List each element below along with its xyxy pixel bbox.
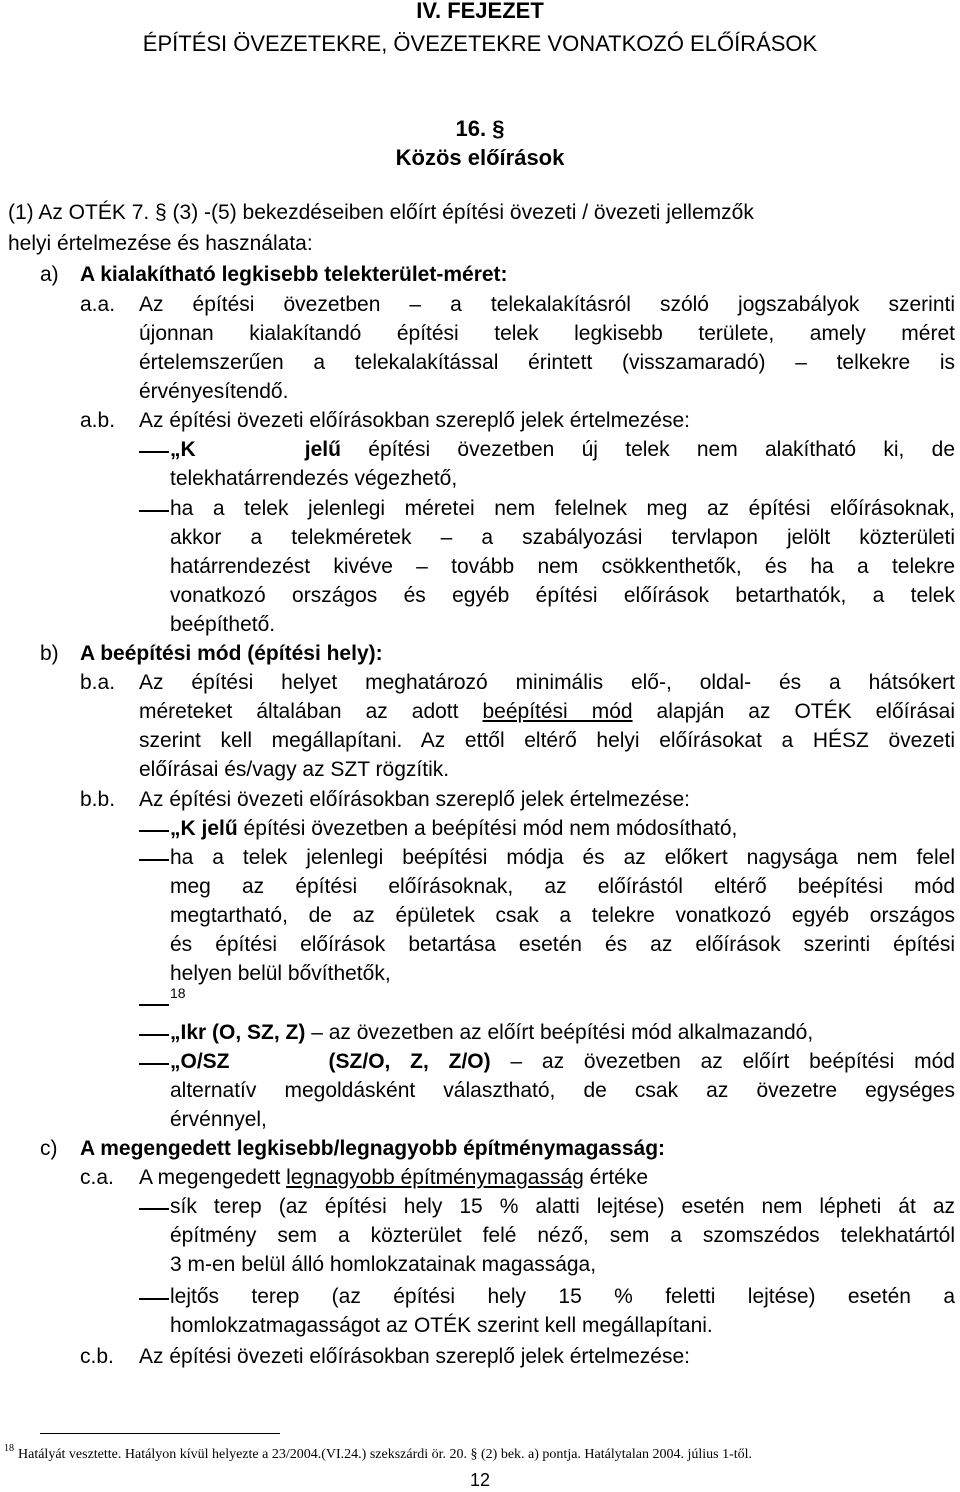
footnote-text: Hatályát vesztette. Hatályon kívül helyezte a 23/2004.(VI.24.) szekszárdi ör. 20. § (2) bek. a) pontja. Hatálytalan 2004. július 1-től. (18, 1447, 753, 1462)
dash-bullet (139, 1063, 169, 1065)
ikr-symbol: „Ikr (170, 1021, 207, 1044)
dash-bullet (139, 830, 169, 832)
item-bb-k-line (170, 818, 737, 839)
item-ab-2-line-1: ha a telek jelenlegi méretei nem felelnek meg az építési előírásoknak, (170, 497, 955, 520)
item-ab-intro: Az építési övezeti előírásokban szereplő jelek értelmezése: (139, 409, 690, 432)
item-bb-2-line-5: helyen belül bővíthetők, (170, 962, 391, 985)
section-title: Közös előírások (395, 145, 565, 170)
jelu-word: jelű (201, 817, 238, 840)
dash-bullet (139, 451, 169, 453)
k-rest: építési övezetben új telek nem alakítható ki, de (340, 438, 955, 461)
item-ca-1-line-3: 3 m-en belül álló homlokzatainak magassága, (170, 1253, 597, 1276)
paragraph-1-line-1: (1) Az OTÉK 7. § (3) -(5) bekezdéseiben előírt építési övezeti / övezeti jellemzők (8, 201, 754, 224)
item-ba-line-2 (139, 701, 955, 722)
item-ab-label: a.b. (80, 409, 116, 432)
ca-pre: A megengedett (139, 1166, 287, 1189)
item-bb-intro: Az építési övezeti előírásokban szereplő jelek értelmezése: (139, 788, 690, 811)
item-ab-k-line-2: telekhatárrendezés végezhető, (170, 467, 458, 490)
item-cb-label: c.b. (80, 1345, 114, 1368)
item-ca-1-line-1: sík terep (az építési hely 15 % alatti lejtése) esetén nem lépheti át az (170, 1195, 955, 1218)
k-rest: építési övezetben a beépítési mód nem módosítható, (237, 817, 738, 840)
item-aa-label: a.a. (80, 293, 116, 316)
item-a-title: A kialakítható legkisebb telekterület-méret: (80, 263, 508, 286)
ca-underlined: legnagyobb építménymagasság (286, 1166, 584, 1189)
ba-line2-post: alapján az OTÉK előírásai (632, 700, 955, 723)
item-bb-osz-line-2: alternatív megoldásként választható, de csak az övezetre egységes (170, 1079, 955, 1102)
item-aa-line-4: érvényesítendő. (139, 380, 289, 403)
item-ba-line-1: Az építési helyet meghatározó minimális elő-, oldal- és a hátsókert (139, 671, 955, 694)
item-ca-label: c.a. (80, 1166, 114, 1189)
footnote-number: 18 (4, 1443, 14, 1454)
item-c-label: c) (40, 1137, 58, 1160)
ba-line2-pre: méreteket általában az adott (139, 700, 483, 723)
item-aa-line-1: Az építési övezetben – a telekalakításról szóló jogszabályok szerinti (139, 293, 955, 316)
section-sign: § (492, 116, 505, 141)
item-bb-2-line-1: ha a telek jelenlegi beépítési módja és az előkert nagysága nem felel (170, 846, 955, 869)
dash-bullet (139, 1208, 169, 1210)
item-aa-line-2: újonnan kialakítandó építési telek legkisebb területe, amely méret (139, 322, 955, 345)
section-number (0, 116, 960, 142)
item-bb-osz-line-3: érvénnyel, (170, 1108, 267, 1131)
item-c-title: A megengedett legkisebb/legnagyobb építménymagasság: (80, 1137, 666, 1160)
footnote-separator (40, 1433, 280, 1434)
page-number: 12 (469, 1470, 491, 1490)
item-ab-2-line-2: akkor a telekméretek – a szabályozási tervlapon jelölt közterületi (170, 526, 955, 549)
item-cb-intro: Az építési övezeti előírásokban szereplő jelek értelmezése: (139, 1345, 690, 1368)
dash-bullet (139, 1298, 169, 1300)
item-a-label: a) (40, 263, 59, 286)
k-symbol: „K (170, 817, 196, 840)
item-ab-k-line-1 (170, 439, 955, 460)
item-ca-2-line-2: homlokzatmagasságot az OTÉK szerint kell megállapítani. (170, 1314, 713, 1337)
item-bb-osz-line-1 (170, 1051, 955, 1072)
dash-bullet (139, 859, 169, 861)
item-bb-2-line-2: meg az építési előírásoknak, az előírástól eltérő beépítési mód (170, 875, 955, 898)
item-b-label: b) (40, 642, 59, 665)
item-aa-line-3: értelemszerűen a telekalakítással érintett (visszamaradó) – telkekre is (139, 351, 955, 374)
paragraph-1-line-2: helyi értelmezése és használata: (8, 232, 313, 255)
item-ab-2-line-3: határrendezést kivéve – tovább nem csökkenthetők, és ha a telekre (170, 555, 955, 578)
item-ab-2-line-4: vonatkozó országos és egyéb építési előírások betarthatók, a telek (170, 584, 955, 607)
item-b-title: A beépítési mód (építési hely): (80, 642, 383, 665)
chapter-number: IV. FEJEZET (416, 0, 544, 23)
dash-bullet (139, 510, 169, 512)
section-number-text: 16. (455, 116, 487, 141)
k-symbol: „K (170, 438, 196, 461)
ca-post: értéke (583, 1166, 649, 1189)
item-ba-label: b.a. (80, 671, 116, 694)
osz-rest: – az övezetben az előírt beépítési mód (490, 1050, 955, 1073)
item-ab-2-line-5: beépíthető. (170, 613, 276, 636)
ba-line2-underlined: beépítési mód (482, 700, 633, 723)
dash-bullet (139, 1004, 169, 1006)
item-ba-line-4: előírásai és/vagy az SZT rögzítik. (139, 758, 450, 781)
osz-symbol: „O/SZ (170, 1050, 230, 1073)
dash-bullet (139, 1034, 169, 1036)
item-ca-intro (139, 1167, 648, 1188)
item-ba-line-3: szerint kell megállapítani. Az ettől eltérő helyi előírásokat a HÉSZ övezeti (139, 729, 955, 752)
footnote-reference[interactable]: 18 (170, 985, 186, 1001)
item-ca-2-line-1: lejtős terep (az építési hely 15 % feletti lejtése) esetén a (170, 1285, 955, 1308)
item-ca-1-line-2: építmény sem a közterület felé néző, sem a szomszédos telekhatártól (170, 1224, 955, 1247)
item-bb-label: b.b. (80, 788, 116, 811)
osz-paren: (SZ/O, Z, Z/O) (328, 1050, 491, 1073)
ikr-paren: (O, SZ, Z) (212, 1021, 306, 1044)
item-bb-ikr-line (170, 1022, 813, 1043)
chapter-title: ÉPÍTÉSI ÖVEZETEKRE, ÖVEZETEKRE VONATKOZÓ ELŐÍRÁSOK (142, 31, 818, 56)
ikr-rest: – az övezetben az előírt beépítési mód alkalmazandó, (305, 1021, 814, 1044)
jelu-word: jelű (304, 438, 341, 461)
item-bb-2-line-4: és építési előírások betartása esetén és az előírások szerinti építési (170, 933, 955, 956)
item-bb-2-line-3: megtartható, de az épületek csak a telekre vonatkozó egyéb országos (170, 904, 955, 927)
footnote (4, 1443, 753, 1463)
